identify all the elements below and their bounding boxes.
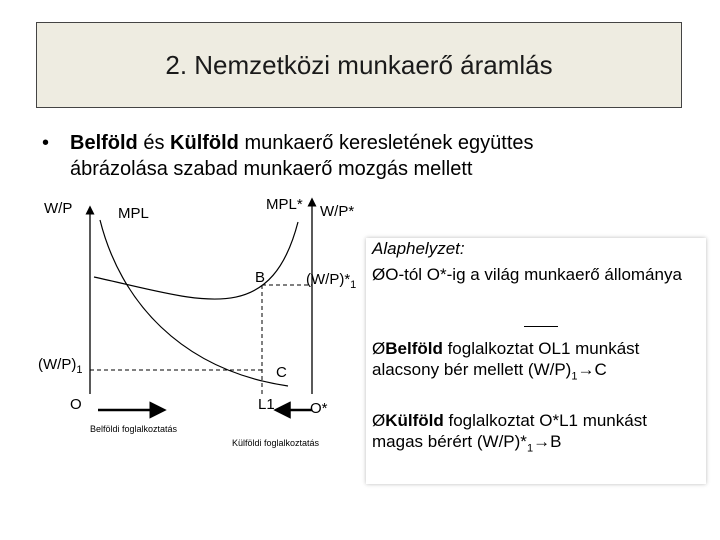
info-arrow-glyph-2: Ø	[372, 339, 386, 358]
wp1-sub: 1	[76, 364, 83, 376]
mpl-curve	[100, 220, 288, 386]
kulfoldi-label: Külföldi foglalkoztatás	[232, 438, 320, 448]
wp1-label	[38, 356, 82, 376]
info-line3-bold: Külföld	[385, 411, 444, 430]
info-line2-text: foglalkoztat OL1 munkást alacsony bér mellett (W/P)	[372, 339, 640, 379]
point-b-label: B	[255, 269, 266, 286]
info-line2-end: →C	[577, 360, 607, 379]
page-title: 2. Nemzetközi munkaerő áramlás	[165, 49, 553, 80]
mpl-star-label: MPL*	[266, 196, 303, 213]
info-line2-sub: 1	[571, 370, 578, 383]
info-line2	[372, 338, 702, 387]
info-line3-end: →B	[533, 432, 562, 451]
info-line3-sub: 1	[526, 442, 534, 455]
wpstar1-base: (W/P)*	[306, 271, 351, 288]
info-heading: Alaphelyzet:	[372, 239, 465, 258]
bullet-mid: és	[137, 132, 171, 154]
right-axis-label: W/P*	[320, 203, 355, 220]
info-line3	[372, 410, 702, 459]
bullet-rest: munkaerő keresletének együttes ábrázolása szabad munkaerő mozgás mellett	[70, 132, 534, 180]
info-divider	[524, 326, 558, 327]
l1-label: L1	[258, 396, 275, 413]
info-line3-text: foglalkoztat O*L1 munkást magas bérért (W/P)*	[372, 411, 647, 451]
wpstar1-label	[306, 271, 356, 291]
mpl-star-curve	[94, 222, 298, 299]
origin-star-label: O*	[310, 400, 328, 417]
wpstar1-sub: 1	[350, 279, 357, 291]
info-line2-bold: Belföld	[385, 339, 443, 358]
mpl-label: MPL	[118, 205, 149, 222]
bullet-marker: •	[42, 132, 50, 154]
origin-label: O	[70, 396, 82, 413]
point-c-label: C	[276, 364, 287, 381]
info-line1-text: O-tól O*-ig a világ munkaerő állománya	[385, 265, 682, 284]
bullet-bold-belfold: Belföld	[70, 132, 138, 154]
info-line1	[372, 264, 702, 285]
info-arrow-glyph-1: Ø	[372, 265, 386, 284]
wp1-base: (W/P)	[38, 356, 77, 373]
info-arrow-glyph-3: Ø	[372, 411, 386, 430]
belfoldi-label: Belföldi foglalkoztatás	[90, 424, 178, 434]
left-axis-label: W/P	[44, 200, 73, 217]
bullet-bold-kulfold: Külföld	[170, 132, 239, 154]
